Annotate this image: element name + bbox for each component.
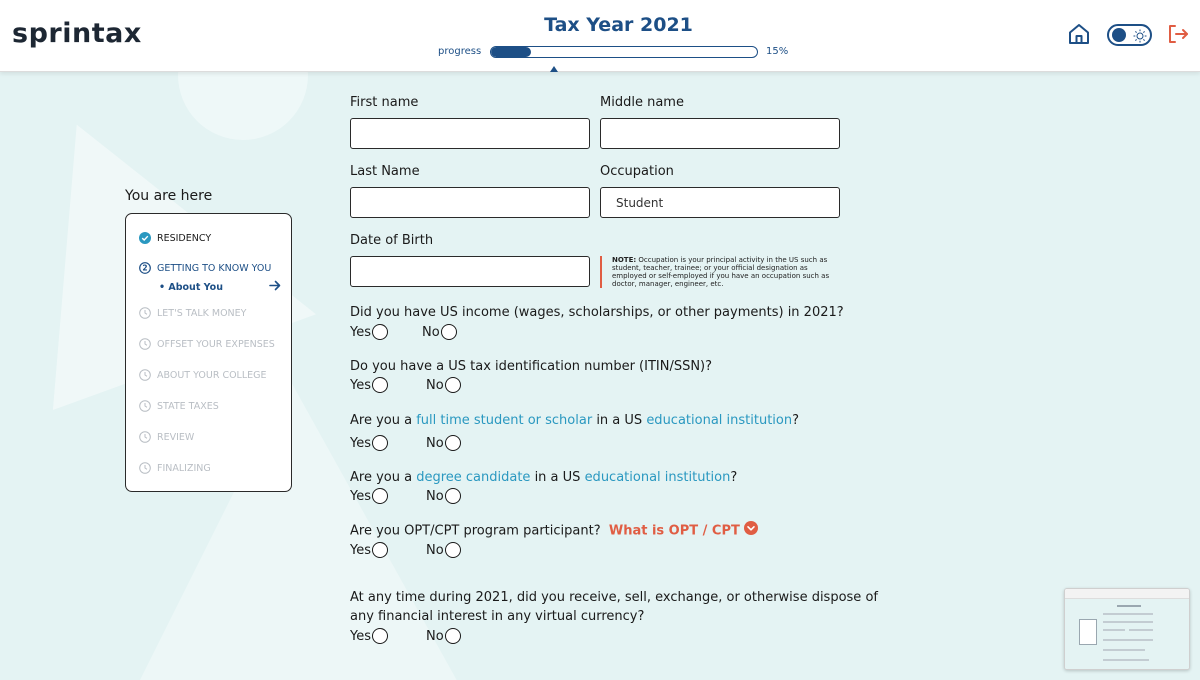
radio-button[interactable] — [372, 377, 388, 393]
full-time-student-options — [350, 435, 461, 451]
step-label: GETTING TO KNOW YOU — [157, 262, 272, 274]
yes-label: Yes — [350, 377, 371, 393]
degree-candidate-link[interactable]: degree candidate — [416, 470, 531, 485]
step-offset-your-expenses[interactable] — [139, 338, 275, 350]
tax-id-options — [350, 377, 461, 393]
question-text: any financial interest in any virtual currency? — [350, 609, 645, 624]
step-label: REVIEW — [157, 431, 195, 443]
date-of-birth-label: Date of Birth — [350, 233, 434, 248]
yes-label: Yes — [350, 324, 371, 340]
yes-label: Yes — [350, 542, 371, 558]
step-label: ABOUT YOUR COLLEGE — [157, 369, 267, 381]
us-income-options — [350, 324, 457, 340]
arrow-right-icon — [269, 280, 281, 294]
theme-toggle[interactable] — [1107, 24, 1152, 46]
full-time-student-yes[interactable] — [350, 435, 388, 451]
question-text: ? — [730, 470, 738, 485]
substep-about-you[interactable] — [159, 280, 281, 294]
middle-name-input[interactable] — [600, 118, 840, 149]
progress-bar-fill — [491, 47, 531, 57]
sprintax-logo[interactable]: sprintax — [12, 18, 142, 49]
us-income-yes[interactable] — [350, 324, 388, 340]
progress-label: progress — [438, 46, 482, 57]
step-review[interactable] — [139, 431, 194, 443]
question-text: Are you a — [350, 413, 417, 428]
us-income-no[interactable] — [422, 324, 457, 340]
tax-id-no[interactable] — [426, 377, 461, 393]
radio-button[interactable] — [445, 488, 461, 504]
step-label: FINALIZING — [157, 462, 211, 474]
question-text: in a US — [592, 413, 647, 428]
date-of-birth-input[interactable] — [350, 256, 590, 287]
middle-name-label: Middle name — [600, 95, 684, 110]
question-virtual-currency — [350, 588, 878, 626]
virtual-currency-options — [350, 628, 461, 644]
no-label: No — [426, 628, 444, 644]
yes-label: Yes — [350, 488, 371, 504]
substep-label: • About You — [159, 281, 223, 293]
step-label: LET'S TALK MONEY — [157, 307, 247, 319]
educational-institution-link[interactable]: educational institution — [584, 470, 731, 485]
sun-icon — [1133, 28, 1147, 47]
question-degree-candidate — [350, 468, 737, 487]
radio-button[interactable] — [372, 324, 388, 340]
last-name-input[interactable] — [350, 187, 590, 218]
question-text: ? — [792, 413, 800, 428]
first-name-input[interactable] — [350, 118, 590, 149]
you-are-here-heading: You are here — [125, 188, 213, 204]
occupation-input[interactable] — [600, 187, 840, 218]
opt-cpt-yes[interactable] — [350, 542, 388, 558]
question-text: Are you a — [350, 470, 417, 485]
no-label: No — [426, 542, 444, 558]
no-label: No — [426, 377, 444, 393]
toggle-knob — [1112, 28, 1126, 42]
radio-button[interactable] — [445, 628, 461, 644]
question-text: Are you OPT/CPT program participant? — [350, 523, 601, 539]
clock-icon — [139, 307, 151, 319]
top-header — [0, 0, 1200, 72]
yes-label: Yes — [350, 628, 371, 644]
what-is-opt-cpt-link[interactable]: What is OPT / CPT — [608, 523, 740, 539]
clock-icon — [139, 462, 151, 474]
step-lets-talk-money[interactable] — [139, 307, 246, 319]
progress-bar — [490, 46, 758, 58]
tax-id-yes[interactable] — [350, 377, 388, 393]
step-state-taxes[interactable] — [139, 400, 219, 412]
thumbnail-header — [1065, 589, 1189, 599]
step-getting-to-know-you[interactable] — [139, 262, 271, 274]
radio-button[interactable] — [372, 488, 388, 504]
chevron-down-icon[interactable] — [744, 521, 758, 541]
step-label: STATE TAXES — [157, 400, 219, 412]
step-label: RESIDENCY — [157, 232, 212, 244]
progress-caret-icon — [550, 66, 558, 72]
page-thumbnail-preview[interactable] — [1064, 588, 1190, 670]
question-text: in a US — [530, 470, 585, 485]
steps-panel — [125, 213, 292, 492]
opt-cpt-no[interactable] — [426, 542, 461, 558]
note-label: NOTE: — [612, 256, 637, 264]
step-number-icon — [139, 262, 151, 274]
radio-button[interactable] — [445, 542, 461, 558]
last-name-label: Last Name — [350, 164, 420, 179]
clock-icon — [139, 400, 151, 412]
question-full-time-student — [350, 411, 799, 430]
question-opt-cpt — [350, 521, 758, 541]
radio-button[interactable] — [445, 377, 461, 393]
clock-icon — [139, 338, 151, 350]
clock-icon — [139, 369, 151, 381]
clock-icon — [139, 431, 151, 443]
question-us-income: Did you have US income (wages, scholarships, or other payments) in 2021? — [350, 305, 844, 320]
step-residency[interactable] — [139, 232, 211, 244]
note-text: Occupation is your principal activity in the US such as student, teacher, trainee; or your official designation as employed or self-employed if you have an occupation such as doctor, manager, engineer, etc. — [612, 256, 830, 288]
no-label: No — [426, 435, 444, 451]
question-tax-id: Do you have a US tax identification number (ITIN/SSN)? — [350, 359, 713, 374]
virtual-currency-no[interactable] — [426, 628, 461, 644]
radio-button[interactable] — [445, 435, 461, 451]
degree-candidate-yes[interactable] — [350, 488, 388, 504]
step-about-your-college[interactable] — [139, 369, 267, 381]
no-label: No — [426, 488, 444, 504]
svg-text:2: 2 — [142, 263, 148, 273]
occupation-label: Occupation — [600, 164, 674, 179]
radio-button[interactable] — [372, 628, 388, 644]
virtual-currency-yes[interactable] — [350, 628, 388, 644]
yes-label: Yes — [350, 435, 371, 451]
educational-institution-link[interactable]: educational institution — [646, 413, 793, 428]
opt-cpt-options — [350, 542, 461, 558]
question-text: At any time during 2021, did you receive, sell, exchange, or otherwise dispose of — [350, 590, 878, 605]
first-name-label: First name — [350, 95, 419, 110]
progress-percentage: 15% — [766, 46, 789, 57]
logout-icon[interactable] — [1166, 22, 1190, 50]
page-title: Tax Year 2021 — [544, 14, 693, 36]
radio-button[interactable] — [441, 324, 457, 340]
radio-button[interactable] — [372, 542, 388, 558]
occupation-note — [600, 256, 840, 288]
thumbnail-body — [1065, 599, 1189, 669]
step-finalizing[interactable] — [139, 462, 211, 474]
degree-candidate-no[interactable] — [426, 488, 461, 504]
full-time-student-no[interactable] — [426, 435, 461, 451]
home-icon[interactable] — [1067, 22, 1091, 50]
check-circle-icon — [139, 232, 151, 244]
radio-button[interactable] — [372, 435, 388, 451]
no-label: No — [422, 324, 440, 340]
full-time-student-link[interactable]: full time student or scholar — [416, 413, 593, 428]
degree-candidate-options — [350, 488, 461, 504]
step-label: OFFSET YOUR EXPENSES — [157, 338, 275, 350]
